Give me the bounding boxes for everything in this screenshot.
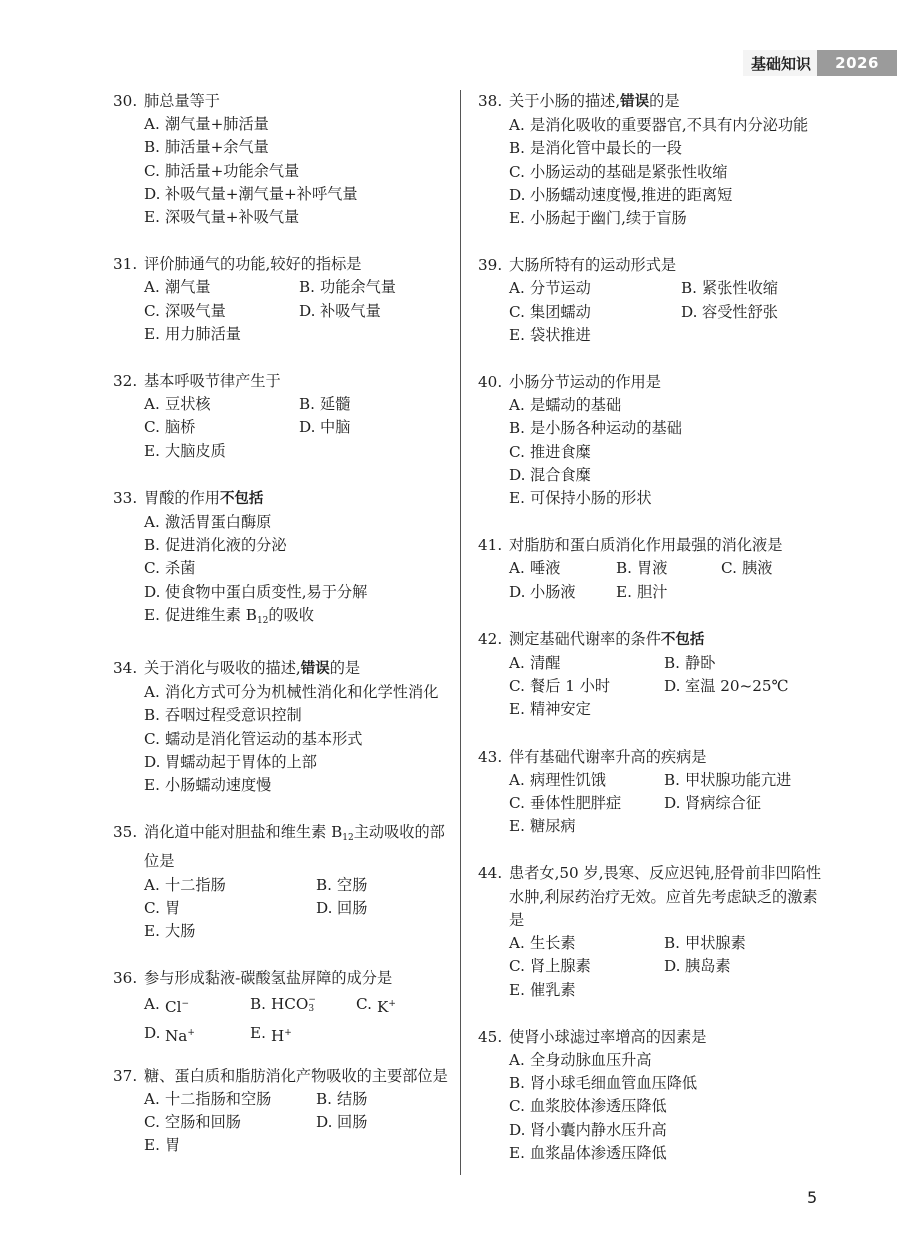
- option-c: C. 深吸气量: [144, 301, 226, 320]
- option-d: D. 室温 20~25℃: [664, 677, 789, 696]
- question-number: 34.: [113, 659, 138, 678]
- option-b: B. 静卧: [664, 654, 716, 673]
- option-e: E. 催乳素: [509, 980, 576, 999]
- question-33: [113, 487, 449, 633]
- option-c: C. 肾上腺素: [509, 957, 591, 976]
- year-badge: 2026: [817, 50, 897, 76]
- option-e: E. 用力肺活量: [144, 324, 241, 343]
- option-e: E. 胃: [144, 1136, 181, 1155]
- question-stem: 糖、蛋白质和脂肪消化产物吸收的主要部位是: [144, 1066, 448, 1085]
- question-36: [113, 967, 449, 1048]
- option-a: A. 是消化吸收的重要器官,不具有内分泌功能: [509, 116, 809, 135]
- question-40: [478, 371, 823, 510]
- question-32: [113, 370, 449, 463]
- option-d: D. Na+: [144, 1023, 195, 1045]
- option-e: E. 大肠: [144, 922, 196, 941]
- option-c: C. 集团蠕动: [509, 302, 591, 321]
- option-c: C. 胰液: [721, 559, 773, 578]
- question-number: 35.: [113, 823, 138, 842]
- option-e: E. 小肠起于幽门,续于盲肠: [509, 209, 687, 228]
- option-c: C. 肺活量+功能余气量: [144, 161, 300, 180]
- option-a: A. 十二指肠: [144, 875, 226, 894]
- question-stem: 对脂肪和蛋白质消化作用最强的消化液是: [509, 536, 783, 555]
- option-c: C. 小肠运动的基础是紧张性收缩: [509, 162, 728, 181]
- option-d: D. 混合食糜: [509, 465, 591, 484]
- option-c: C. 空肠和回肠: [144, 1112, 241, 1131]
- section-title: 基础知识: [743, 50, 817, 76]
- question-number: 45.: [478, 1027, 503, 1046]
- option-b: B. 是小肠各种运动的基础: [509, 419, 682, 438]
- option-b: B. 甲状腺素: [664, 934, 746, 953]
- option-a: A. 唾液: [509, 559, 561, 578]
- option-e: E. 精神安定: [509, 700, 591, 719]
- option-d: D. 使食物中蛋白质变性,易于分解: [144, 582, 368, 601]
- option-d: D. 补吸气量: [299, 301, 381, 320]
- option-a: A. 豆状核: [144, 395, 211, 414]
- option-b: B. HCO − 3: [250, 994, 316, 1014]
- option-d: D. 小肠蠕动速度慢,推进的距离短: [509, 185, 733, 204]
- option-c: C. 杀菌: [144, 559, 196, 578]
- option-d: D. 容受性舒张: [681, 302, 778, 321]
- option-e: E. 大脑皮质: [144, 441, 226, 460]
- question-number: 30.: [113, 92, 138, 110]
- column-divider: [460, 90, 461, 1175]
- question-stem: 消化道中能对胆盐和维生素 $B_{12}$主动吸收的部位是: [144, 823, 445, 871]
- question-stem: 肺总量等于: [144, 92, 220, 110]
- section-header-tag: [743, 50, 897, 76]
- question-number: 44.: [478, 864, 503, 883]
- emphasis-text: 不包括: [219, 490, 264, 507]
- option-d: D. 小肠液: [509, 582, 576, 601]
- option-a: A. 分节运动: [509, 279, 591, 298]
- question-35: [113, 821, 449, 943]
- option-d: D. 肾病综合征: [664, 794, 761, 813]
- emphasis-text: 不包括: [660, 631, 705, 648]
- question-number: 40.: [478, 373, 503, 392]
- question-number: 36.: [113, 969, 138, 988]
- question-39: [478, 254, 823, 347]
- question-44: [478, 862, 823, 1001]
- option-e: E. H+: [250, 1023, 292, 1045]
- question-42: [478, 628, 823, 722]
- option-b: B. 功能余气量: [299, 278, 396, 297]
- question-stem: 基本呼吸节律产生于: [144, 372, 281, 391]
- option-e: E. 小肠蠕动速度慢: [144, 776, 272, 795]
- option-e: E. 可保持小肠的形状: [509, 489, 652, 508]
- option-d: D. 中脑: [299, 418, 351, 437]
- question-31: [113, 253, 449, 346]
- option-d: D. 补吸气量+潮气量+补呼气量: [144, 184, 358, 203]
- option-d: D. 回肠: [316, 898, 368, 917]
- question-37: [113, 1065, 449, 1158]
- option-a: A. 全身动脉血压升高: [509, 1050, 652, 1069]
- option-c: C. K+: [356, 994, 396, 1016]
- option-a: A. 潮气量+肺活量: [144, 115, 269, 134]
- option-b: B. 结肠: [316, 1089, 368, 1108]
- question-41: [478, 534, 823, 604]
- option-a: A. 病理性饥饿: [509, 770, 606, 789]
- question-number: 31.: [113, 255, 138, 274]
- right-column: [478, 90, 823, 1165]
- question-38: [478, 90, 823, 230]
- option-b: B. 促进消化液的分泌: [144, 536, 287, 555]
- option-c: C. 血浆胶体渗透压降低: [509, 1097, 667, 1116]
- question-stem: 患者女,50 岁,畏寒、反应迟钝,胫骨前非凹陷性水肿,利尿药治疗无效。应首先考虑缺乏的激素是: [509, 864, 822, 929]
- option-a: A. Cl−: [144, 994, 190, 1016]
- option-b: B. 是消化管中最长的一段: [509, 139, 682, 158]
- question-stem: 大肠所特有的运动形式是: [509, 256, 677, 275]
- question-45: [478, 1026, 823, 1165]
- option-e: E. 深吸气量+补吸气量: [144, 208, 300, 227]
- option-c: C. 胃: [144, 898, 181, 917]
- question-number: 42.: [478, 629, 503, 648]
- question-number: 37.: [113, 1066, 138, 1085]
- option-c: C. 餐后 1 小时: [509, 677, 611, 696]
- option-b: B. 甲状腺功能亢进: [664, 770, 792, 789]
- option-a: A. 十二指肠和空肠: [144, 1089, 272, 1108]
- option-a: A. 消化方式可分为机械性消化和化学性消化: [144, 683, 439, 702]
- question-stem: 使肾小球滤过率增高的因素是: [509, 1027, 707, 1046]
- option-a: A. 生长素: [509, 934, 576, 953]
- question-stem: 小肠分节运动的作用是: [509, 373, 661, 392]
- question-stem: 伴有基础代谢率升高的疾病是: [509, 747, 707, 766]
- option-d: D. 胰岛素: [664, 957, 731, 976]
- page-number: 5: [807, 1188, 818, 1207]
- option-b: B. 延髓: [299, 395, 351, 414]
- question-34: [113, 657, 449, 797]
- option-a: A. 潮气量: [144, 278, 211, 297]
- option-c: C. 蠕动是消化管运动的基本形式: [144, 729, 363, 748]
- question-stem: 测定基础代谢率的条件不包括: [509, 629, 705, 648]
- option-b: B. 吞咽过程受意识控制: [144, 706, 302, 725]
- question-number: 41.: [478, 536, 503, 555]
- option-c: C. 推进食糜: [509, 442, 591, 461]
- option-c: C. 垂体性肥胖症: [509, 794, 622, 813]
- question-30: [113, 90, 449, 229]
- option-d: D. 胃蠕动起于胃体的上部: [144, 752, 317, 771]
- option-b: B. 肺活量+余气量: [144, 138, 269, 157]
- option-e: E. 胆汁: [616, 582, 668, 601]
- question-number: 33.: [113, 488, 138, 507]
- option-e: E. 糖尿病: [509, 817, 576, 836]
- emphasis-text: 错误: [300, 661, 330, 678]
- question-number: 38.: [478, 92, 503, 110]
- option-a: A. 激活胃蛋白酶原: [144, 513, 272, 532]
- question-stem: 评价肺通气的功能,较好的指标是: [144, 255, 362, 274]
- question-stem: 参与形成黏液-碳酸氢盐屏障的成分是: [144, 969, 393, 988]
- option-b: B. 空肠: [316, 875, 368, 894]
- left-column: [113, 90, 449, 1157]
- question-number: 39.: [478, 256, 503, 275]
- option-e: E. 促进维生素 $B_{12}$的吸收: [144, 605, 314, 626]
- question-stem: 胃酸的作用不包括: [144, 488, 264, 507]
- question-stem: 关于小肠的描述,错误的是: [509, 92, 680, 110]
- option-d: D. 回肠: [316, 1112, 368, 1131]
- option-e: E. 血浆晶体渗透压降低: [509, 1143, 667, 1162]
- question-43: [478, 746, 823, 839]
- option-b: B. 紧张性收缩: [681, 279, 778, 298]
- option-b: B. 肾小球毛细血管血压降低: [509, 1074, 698, 1093]
- option-c: C. 脑桥: [144, 418, 196, 437]
- option-a: A. 是蠕动的基础: [509, 396, 622, 415]
- question-stem: 关于消化与吸收的描述,错误的是: [144, 659, 361, 678]
- question-number: 43.: [478, 747, 503, 766]
- option-b: B. 胃液: [616, 559, 668, 578]
- option-a: A. 清醒: [509, 654, 561, 673]
- emphasis-text: 错误: [620, 94, 650, 110]
- option-e: E. 袋状推进: [509, 325, 591, 344]
- question-number: 32.: [113, 372, 138, 391]
- option-d: D. 肾小囊内静水压升高: [509, 1120, 667, 1139]
